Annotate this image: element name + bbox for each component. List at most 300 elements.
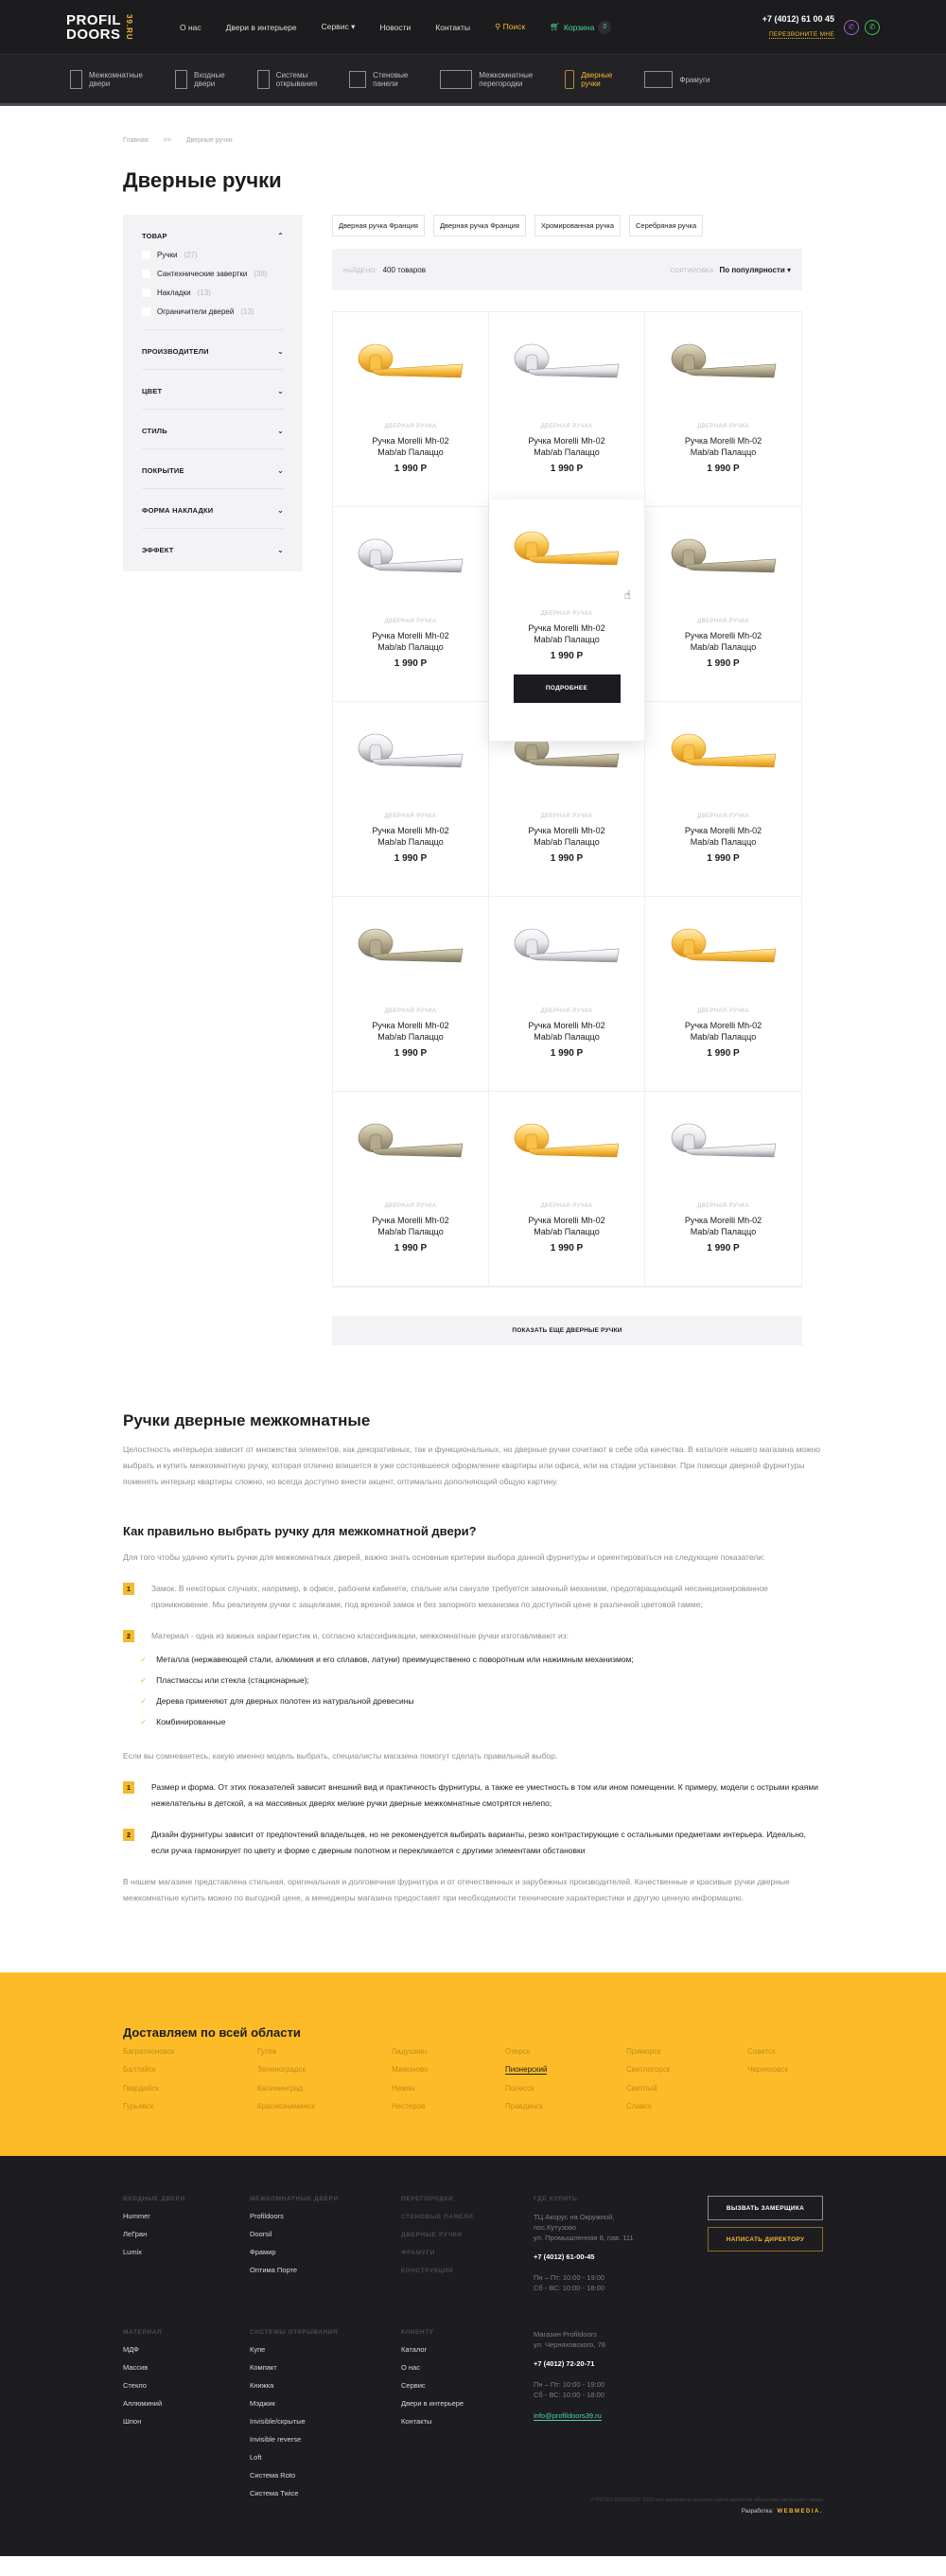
numbered-item bbox=[123, 1581, 823, 1613]
store1-hours bbox=[534, 2272, 685, 2293]
footer-link[interactable]: Оптима Порте bbox=[250, 2266, 298, 2274]
handle-icon bbox=[565, 70, 574, 89]
product-category: ДВЕРНАЯ РУЧКА bbox=[384, 1203, 437, 1209]
top-header bbox=[0, 0, 946, 54]
product-image[interactable] bbox=[645, 897, 801, 1001]
footer-heading: КЛИЕНТУ bbox=[401, 2329, 434, 2336]
logo-line2: DOORS bbox=[66, 26, 121, 43]
footer-heading: МЕЖКОМНАТНЫЕ ДВЕРИ bbox=[250, 2196, 339, 2202]
footer-link[interactable]: Двери в интерьере bbox=[401, 2399, 464, 2408]
sort-label: СОРТИРОВКА bbox=[670, 267, 714, 274]
city-link[interactable]: Балтийск bbox=[123, 2065, 156, 2074]
product-category: ДВЕРНАЯ РУЧКА bbox=[697, 424, 749, 429]
product-price: 1 990 Р bbox=[394, 1243, 428, 1253]
category-label: Межкомнатные bbox=[89, 71, 143, 79]
filter-toggle[interactable] bbox=[142, 466, 284, 475]
call-measurer-button[interactable]: ВЫЗВАТЬ ЗАМЕРЩИКА bbox=[708, 2196, 823, 2220]
article-intro: Целостность интерьера зависит от множества элементов, как декоративных, так и функциональных, но дверные ручки сочетают в себе оба качества. В каталоге нашего магазина можно выбрать и купить межкомнатную ручку, которая отлично впишется в уже состоявшееся оформление квартиры или офиса, или на стадии установки. При помощи дверной фурнитуры поменять интерьер квартиры сложно, но всегда доступно внести акцент, оптимально дополняющий общую картину. bbox=[123, 1445, 821, 1486]
address-line: пос.Кутузово bbox=[534, 2223, 577, 2232]
filter-option[interactable] bbox=[142, 270, 284, 278]
check-text: Комбинированные bbox=[156, 1717, 226, 1726]
category-label: двери bbox=[193, 79, 216, 88]
developer-logo[interactable]: WEBMEDIA. bbox=[777, 2509, 823, 2515]
city-link[interactable]: Мамоново bbox=[392, 2065, 429, 2074]
filter-toggle[interactable] bbox=[142, 387, 284, 395]
category-bar bbox=[0, 54, 946, 106]
product-image[interactable] bbox=[489, 499, 644, 604]
number-badge: 2 bbox=[123, 1829, 134, 1841]
product-category: ДВЕРНАЯ РУЧКА bbox=[384, 1008, 437, 1014]
city-link[interactable]: Пионерский bbox=[505, 2065, 548, 2074]
footer-link[interactable]: Lumix bbox=[123, 2248, 143, 2256]
address-line: Магазин Profildoors bbox=[534, 2330, 597, 2339]
product-image[interactable] bbox=[489, 312, 644, 416]
store2-address bbox=[534, 2329, 685, 2350]
cart-icon: 🛒︎ bbox=[550, 22, 560, 31]
city-link[interactable]: Полесск bbox=[505, 2084, 534, 2093]
filter-product bbox=[142, 232, 284, 330]
nav-service[interactable] bbox=[322, 22, 356, 32]
transom-icon bbox=[644, 71, 673, 88]
product-image[interactable] bbox=[333, 1092, 488, 1196]
product-name[interactable]: Ручка Morelli Mh-02 Mab/ab Палаццо bbox=[528, 826, 605, 847]
filter-title: ПРОИЗВОДИТЕЛИ bbox=[142, 347, 209, 356]
filter-option[interactable] bbox=[142, 289, 284, 297]
checkbox[interactable] bbox=[142, 251, 150, 259]
caret-down-icon: ▾ bbox=[786, 265, 791, 274]
option-label: Ручки bbox=[157, 251, 178, 259]
filter-toggle[interactable] bbox=[142, 347, 284, 356]
filter-group bbox=[142, 427, 284, 449]
tag-chip[interactable]: Дверная ручка Франция bbox=[433, 215, 526, 237]
category-entrance-doors[interactable] bbox=[175, 70, 225, 89]
item-text: Материал - одна из важных характеристик и, согласно классификации, межкомнатные ручки изготавливают из: bbox=[151, 1631, 569, 1640]
nav-service-label: Сервис bbox=[321, 22, 349, 31]
category-label: Фрамуги bbox=[679, 75, 710, 84]
product-card[interactable] bbox=[645, 507, 801, 702]
checkbox[interactable] bbox=[142, 307, 150, 316]
product-name[interactable]: Ручка Morelli Mh-02 Mab/ab Палаццо bbox=[528, 1216, 605, 1236]
product-price: 1 990 Р bbox=[394, 853, 428, 864]
product-category: ДВЕРНАЯ РУЧКА bbox=[384, 619, 437, 624]
copyright: ©"PROFILDOORS39" 2020 все материалы данного сайта являются объектами авторского права bbox=[589, 2497, 823, 2503]
product-card[interactable] bbox=[645, 1092, 801, 1287]
option-count: (13) bbox=[240, 307, 254, 316]
filter-toggle[interactable] bbox=[142, 506, 284, 515]
option-count: (13) bbox=[197, 289, 211, 297]
category-label: Стеновые bbox=[373, 71, 409, 79]
category-label: перегородки bbox=[479, 79, 523, 88]
city-link[interactable]: Неман bbox=[392, 2084, 415, 2093]
cart-label: Корзина bbox=[563, 22, 595, 32]
filter-title: ЭФФЕКТ bbox=[142, 546, 174, 554]
filter-option[interactable] bbox=[142, 307, 284, 316]
footer-section-link[interactable]: ФРАМУГИ bbox=[401, 2250, 436, 2256]
category-wall-panels[interactable] bbox=[349, 71, 408, 88]
chevron-down-icon: ⌄ bbox=[277, 466, 284, 475]
filter-group bbox=[142, 506, 284, 529]
address-line: ул. Черняховского, 78 bbox=[534, 2340, 605, 2349]
hours-line: Сб - ВС: 10:00 - 18:00 bbox=[534, 2391, 604, 2399]
footer-link[interactable]: МДФ bbox=[123, 2345, 139, 2354]
product-name[interactable]: Ручка Morelli Mh-02 Mab/ab Палаццо bbox=[528, 436, 605, 457]
product-name[interactable]: Ручка Morelli Mh-02 Mab/ab Палаццо bbox=[684, 1021, 762, 1042]
number-badge: 2 bbox=[123, 1630, 134, 1642]
cart-button[interactable] bbox=[550, 21, 611, 34]
footer-link[interactable]: Массив bbox=[123, 2363, 149, 2372]
city-link[interactable]: Нестеров bbox=[392, 2102, 426, 2111]
footer-link[interactable]: Invisible reverse bbox=[250, 2435, 302, 2444]
header-contact bbox=[762, 14, 834, 41]
footer-link[interactable]: Система Roto bbox=[250, 2471, 296, 2480]
category-label: Межкомнатные bbox=[479, 71, 534, 79]
viber-icon[interactable]: ✆ bbox=[844, 20, 859, 35]
product-category: ДВЕРНАЯ РУЧКА bbox=[384, 424, 437, 429]
header-phone[interactable]: +7 (4012) 61 00 45 bbox=[762, 13, 834, 24]
product-card[interactable] bbox=[489, 1092, 645, 1287]
check-item bbox=[140, 1675, 823, 1686]
checkbox[interactable] bbox=[142, 289, 150, 297]
chevron-down-icon: ⌄ bbox=[277, 427, 284, 435]
found-count: 400 товаров bbox=[382, 265, 426, 274]
city-link[interactable]: Калининград bbox=[257, 2084, 304, 2093]
filter-title: ЦВЕТ bbox=[142, 387, 163, 395]
check-item bbox=[140, 1655, 823, 1665]
city-link[interactable]: Правдинск bbox=[505, 2102, 543, 2111]
product-card[interactable] bbox=[489, 312, 645, 507]
check-icon: ✓ bbox=[140, 1696, 148, 1706]
footer-link[interactable]: Контакты bbox=[401, 2417, 432, 2426]
numbered-item bbox=[123, 1628, 823, 1644]
store1-phone[interactable]: +7 (4012) 61-00-45 bbox=[534, 2252, 595, 2261]
filter-product-toggle[interactable] bbox=[142, 232, 284, 240]
store1-address bbox=[534, 2212, 685, 2243]
product-card[interactable] bbox=[645, 702, 801, 897]
product-category: ДВЕРНАЯ РУЧКА bbox=[540, 1008, 593, 1014]
product-category: ДВЕРНАЯ РУЧКА bbox=[540, 424, 593, 429]
category-label: Дверные bbox=[581, 71, 613, 79]
category-label: открывания bbox=[275, 79, 318, 88]
product-card[interactable] bbox=[489, 897, 645, 1092]
product-price: 1 990 Р bbox=[550, 1243, 584, 1253]
city-link[interactable]: Приморск bbox=[626, 2047, 661, 2056]
product-category: ДВЕРНАЯ РУЧКА bbox=[697, 814, 749, 819]
product-price: 1 990 Р bbox=[550, 853, 584, 864]
hand-cursor-icon: ☝ bbox=[623, 588, 631, 602]
email-link[interactable]: info@profildoors39.ru bbox=[534, 2411, 602, 2420]
filter-title: СТИЛЬ bbox=[142, 427, 167, 435]
product-category: ДВЕРНАЯ РУЧКА bbox=[697, 1203, 749, 1209]
filter-title: ФОРМА НАКЛАДКИ bbox=[142, 506, 214, 515]
city-link[interactable]: Зеленоградск bbox=[257, 2065, 306, 2074]
footer bbox=[0, 2156, 946, 2556]
product-price: 1 990 Р bbox=[550, 651, 584, 661]
footer-link[interactable]: Шпон bbox=[123, 2417, 142, 2426]
hours-line: Пн – Пт: 10:00 - 19:00 bbox=[534, 2380, 605, 2389]
nav-about[interactable]: О нас bbox=[180, 22, 201, 32]
footer-col-client bbox=[401, 2329, 534, 2507]
city-link[interactable]: Багратионовск bbox=[123, 2047, 175, 2056]
footer-link[interactable]: Мэджик bbox=[250, 2399, 275, 2408]
check-item bbox=[140, 1717, 823, 1727]
footer-section-link[interactable]: СТЕНОВЫЕ ПАНЕЛИ bbox=[401, 2214, 474, 2220]
address-line: ул. Промышленная 8, пав. 111 bbox=[534, 2234, 634, 2242]
article-subtitle: Как правильно выбрать ручку для межкомнатной двери? bbox=[123, 1524, 477, 1538]
product-grid bbox=[332, 311, 802, 1288]
city-link[interactable]: Гвардейск bbox=[123, 2084, 159, 2093]
footer-link[interactable]: Система Twice bbox=[250, 2489, 299, 2497]
category-label: панели bbox=[373, 79, 398, 88]
product-price: 1 990 Р bbox=[707, 464, 740, 474]
product-name[interactable]: Ручка Morelli Mh-02 Mab/ab Палаццо bbox=[684, 826, 762, 847]
tag-chip[interactable]: Серебряная ручка bbox=[629, 215, 703, 237]
city-link[interactable]: Светлый bbox=[626, 2084, 657, 2093]
door-icon bbox=[70, 70, 82, 89]
tag-list bbox=[332, 215, 802, 237]
product-card[interactable] bbox=[333, 312, 489, 507]
write-director-button[interactable]: НАПИСАТЬ ДИРЕКТОРУ bbox=[708, 2227, 823, 2252]
sort-bar bbox=[332, 249, 802, 290]
category-label: Системы bbox=[275, 71, 308, 79]
option-label: Накладки bbox=[157, 289, 191, 297]
logo[interactable] bbox=[66, 13, 180, 42]
product-image[interactable] bbox=[333, 507, 488, 611]
product-card[interactable] bbox=[333, 1092, 489, 1287]
sort-value: По популярности bbox=[719, 265, 785, 274]
product-name[interactable]: Ручка Morelli Mh-02 Mab/ab Палаццо bbox=[528, 1021, 605, 1042]
product-image[interactable] bbox=[489, 897, 644, 1001]
footer-link[interactable]: Стекло bbox=[123, 2381, 147, 2390]
city-link[interactable]: Черняховск bbox=[747, 2065, 788, 2074]
footer-link[interactable]: Invisible/скрытые bbox=[250, 2417, 306, 2426]
store2-hours bbox=[534, 2379, 685, 2400]
product-price: 1 990 Р bbox=[707, 1048, 740, 1059]
product-price: 1 990 Р bbox=[707, 658, 740, 669]
filter-option[interactable] bbox=[142, 251, 284, 259]
nav-contacts[interactable]: Контакты bbox=[435, 22, 470, 32]
footer-col-systems bbox=[250, 2329, 401, 2507]
product-price: 1 990 Р bbox=[707, 1243, 740, 1253]
callback-link[interactable]: ПЕРЕЗВОНИТЕ МНЕ bbox=[768, 30, 834, 38]
check-item bbox=[140, 1696, 823, 1707]
tag-chip[interactable]: Хромированная ручка bbox=[534, 215, 621, 237]
sort-dropdown[interactable] bbox=[719, 266, 791, 274]
product-name[interactable]: Ручка Morelli Mh-02 Mab/ab Палаццо bbox=[684, 436, 762, 457]
product-card[interactable] bbox=[645, 897, 801, 1092]
category-label: ручки bbox=[581, 79, 601, 88]
store2-phone[interactable]: +7 (4012) 72-20-71 bbox=[534, 2359, 595, 2368]
product-image[interactable] bbox=[645, 507, 801, 611]
hours-line: Сб - ВС: 10:00 - 18:00 bbox=[534, 2284, 604, 2292]
footer-link[interactable]: О нас bbox=[401, 2363, 420, 2372]
check-icon: ✓ bbox=[140, 1655, 148, 1664]
number-badge: 1 bbox=[123, 1781, 134, 1794]
product-name[interactable]: Ручка Morelli Mh-02 Mab/ab Палаццо bbox=[372, 826, 449, 847]
filter-toggle[interactable] bbox=[142, 427, 284, 435]
footer-store2 bbox=[534, 2329, 685, 2507]
product-price: 1 990 Р bbox=[394, 1048, 428, 1059]
footer-heading: МАТЕРИАЛ bbox=[123, 2329, 163, 2336]
number-badge: 1 bbox=[123, 1583, 134, 1595]
product-name[interactable]: Ручка Morelli Mh-02 Mab/ab Палаццо bbox=[372, 631, 449, 652]
footer-col-material bbox=[123, 2329, 250, 2507]
product-card[interactable] bbox=[333, 897, 489, 1092]
filter-title: ПОКРЫТИЕ bbox=[142, 466, 184, 475]
search-label: Поиск bbox=[502, 22, 526, 31]
product-image[interactable] bbox=[333, 897, 488, 1001]
product-category: ДВЕРНАЯ РУЧКА bbox=[540, 1203, 593, 1209]
product-price: 1 990 Р bbox=[550, 1048, 584, 1059]
nav-news[interactable]: Новости bbox=[379, 22, 412, 32]
filter-toggle[interactable] bbox=[142, 546, 284, 554]
footer-link[interactable]: Hummer bbox=[123, 2212, 150, 2220]
product-card[interactable] bbox=[333, 702, 489, 897]
product-image[interactable] bbox=[489, 1092, 644, 1196]
option-count: (38) bbox=[254, 270, 268, 278]
footer-link[interactable]: Книжка bbox=[250, 2381, 274, 2390]
footer-link[interactable]: Компакт bbox=[250, 2363, 277, 2372]
product-name[interactable]: Ручка Morelli Mh-02 Mab/ab Палаццо bbox=[372, 436, 449, 457]
product-image[interactable] bbox=[645, 1092, 801, 1196]
footer-col-interior bbox=[250, 2196, 401, 2293]
breadcrumb bbox=[123, 137, 823, 144]
footer-link[interactable]: Profildoors bbox=[250, 2212, 284, 2220]
whatsapp-icon[interactable]: ✆ bbox=[865, 20, 880, 35]
product-name[interactable]: Ручка Morelli Mh-02 Mab/ab Палаццо bbox=[684, 631, 762, 652]
option-label: Ограничители дверей bbox=[157, 307, 235, 316]
address-line: ТЦ Акорус на Окружной, bbox=[534, 2213, 615, 2221]
check-icon: ✓ bbox=[140, 1675, 148, 1685]
category-partitions[interactable] bbox=[440, 70, 533, 89]
product-card[interactable] bbox=[489, 499, 645, 742]
item-text: Размер и форма. От этих показателей зависит внешний вид и практичность фурнитуры, а также ее уместность в том или ином помещении. К примеру, модели с острыми краями нежелательны в детской, а на массивных дверях мелкие ручки дверные межкомнатные смотрятся нелепо; bbox=[151, 1782, 819, 1808]
city-link[interactable]: Советск bbox=[747, 2047, 776, 2056]
product-image[interactable] bbox=[333, 702, 488, 806]
product-category: ДВЕРНАЯ РУЧКА bbox=[384, 814, 437, 819]
logo-line1: PROFIL bbox=[66, 11, 121, 28]
footer-col-where bbox=[534, 2196, 685, 2293]
check-text: Металла (нержавеющей стали, алюминия и его сплавов, латуни) преимущественно с поворотным или нажимным механизмом; bbox=[156, 1655, 634, 1664]
seo-article bbox=[123, 1411, 823, 1906]
city-link[interactable]: Озерск bbox=[505, 2047, 531, 2056]
footer-section-link[interactable]: ПЕРЕГОРОДКИ bbox=[401, 2196, 454, 2202]
product-image[interactable] bbox=[645, 702, 801, 806]
footer-col-sections bbox=[401, 2196, 534, 2293]
city-link[interactable]: Краснознаменск bbox=[257, 2102, 315, 2111]
footer-link[interactable]: Аллюминий bbox=[123, 2399, 163, 2408]
product-name[interactable]: Ручка Morelli Mh-02 Mab/ab Палаццо bbox=[372, 1021, 449, 1042]
delivery-title: Доставляем по всей области bbox=[123, 2025, 301, 2040]
logo-suffix: 39.RU bbox=[125, 13, 133, 41]
product-name[interactable]: Ручка Morelli Mh-02 Mab/ab Палаццо bbox=[528, 623, 605, 644]
category-opening-systems[interactable] bbox=[257, 70, 317, 89]
page-title: Дверные ручки bbox=[123, 168, 282, 192]
article-title: Ручки дверные межкомнатные bbox=[123, 1411, 371, 1429]
developer-label: Разработка: bbox=[741, 2509, 774, 2515]
footer-link[interactable]: ЛеГран bbox=[123, 2230, 148, 2238]
footer-link[interactable]: Loft bbox=[250, 2453, 262, 2462]
footer-link[interactable]: Фрамир bbox=[250, 2248, 276, 2256]
product-image[interactable] bbox=[645, 312, 801, 416]
product-category: ДВЕРНАЯ РУЧКА bbox=[540, 611, 593, 617]
option-label: Сантехнические завертки bbox=[157, 270, 248, 278]
chevron-up-icon: ⌃ bbox=[277, 232, 284, 240]
breadcrumb-current: Дверные ручки bbox=[185, 137, 233, 144]
product-price: 1 990 Р bbox=[707, 853, 740, 864]
product-image[interactable] bbox=[333, 312, 488, 416]
city-list bbox=[123, 2047, 823, 2111]
category-label: двери bbox=[89, 79, 111, 88]
filter-sidebar bbox=[123, 215, 303, 571]
nav-interior[interactable]: Двери в интерьере bbox=[225, 22, 297, 32]
city-link[interactable]: Гусев bbox=[257, 2047, 277, 2056]
article-outro: В нашем магазине представлена стильная, оригинальная и долговечная фурнитура и от отечественных и зарубежных производителей. Качественные и красивые ручки дверные межкомнатные купить можно по выгодной цене, а менеджеры магазина предоставят при необходимости технические характеристики и другую ценную информацию. bbox=[123, 1877, 790, 1902]
category-interior-doors[interactable] bbox=[70, 70, 143, 89]
city-link[interactable]: Ладушкин bbox=[392, 2047, 428, 2056]
found-label: НАЙДЕНО: bbox=[343, 267, 377, 274]
show-more-button[interactable]: ПОКАЗАТЬ ЕЩЕ ДВЕРНЫЕ РУЧКИ bbox=[332, 1316, 802, 1345]
city-link[interactable]: Славск bbox=[626, 2102, 652, 2111]
check-text: Дерева применяют для дверных полотен из натуральной древесины bbox=[156, 1696, 414, 1706]
product-card[interactable] bbox=[645, 312, 801, 507]
details-button[interactable]: ПОДРОБНЕЕ bbox=[514, 675, 621, 703]
sliding-door-icon bbox=[257, 70, 270, 89]
product-category: ДВЕРНАЯ РУЧКА bbox=[697, 619, 749, 624]
tag-chip[interactable]: Дверная ручка Франция bbox=[332, 215, 425, 237]
search-button[interactable] bbox=[495, 22, 525, 32]
footer-link[interactable]: Купе bbox=[250, 2345, 266, 2354]
product-category: ДВЕРНАЯ РУЧКА bbox=[540, 814, 593, 819]
city-link[interactable]: Гурьевск bbox=[123, 2102, 154, 2111]
filter-group bbox=[142, 546, 284, 554]
city-link[interactable]: Светлогорск bbox=[626, 2065, 670, 2074]
category-door-handles[interactable] bbox=[565, 70, 612, 89]
product-category: ДВЕРНАЯ РУЧКА bbox=[697, 1008, 749, 1014]
product-card[interactable] bbox=[333, 507, 489, 702]
item-text: Замок. В некоторых случаях, например, в офисе, рабочем кабинете, спальне или санузле требуется замочный механизм, предотвращающий несанкционированное проникновение. Мы реализуем ручки с защелками, под врезной замок и без запорного механизма по доступной цене в различной цветовой гамме; bbox=[151, 1584, 768, 1609]
chevron-down-icon: ⌄ bbox=[277, 387, 284, 395]
item-text: Дизайн фурнитуры зависит от предпочтений владельцев, но не рекомендуется выбирать варианты, резко контрастирующие с остальными предметами интерьера. Идеально, если ручка гармонирует по цвету и форме с дверным полотном и перекликается с другими элементами обстановки bbox=[151, 1830, 807, 1855]
panel-icon bbox=[349, 71, 366, 88]
footer-heading: ВХОДНЫЕ ДВЕРИ bbox=[123, 2196, 185, 2202]
filter-group bbox=[142, 466, 284, 489]
breadcrumb-home[interactable]: Главная bbox=[123, 137, 149, 144]
product-name[interactable]: Ручка Morelli Mh-02 Mab/ab Палаццо bbox=[372, 1216, 449, 1236]
footer-link[interactable]: Doorsil bbox=[250, 2230, 272, 2238]
product-price: 1 990 Р bbox=[394, 658, 428, 669]
numbered-item bbox=[123, 1779, 823, 1812]
footer-section-link[interactable]: КОНСТРУКЦИИ bbox=[401, 2268, 454, 2274]
option-count: (27) bbox=[184, 251, 198, 259]
filter-group bbox=[142, 387, 284, 410]
category-label: Входные bbox=[193, 71, 225, 79]
chevron-down-icon: ⌄ bbox=[277, 347, 284, 356]
entrance-door-icon bbox=[175, 70, 187, 89]
checkbox[interactable] bbox=[142, 270, 150, 278]
article-middle: Если вы сомневаетесь, какую именно модель выбрать, специалисты магазина помогут сделать правильный выбор. bbox=[123, 1751, 558, 1761]
footer-link[interactable]: Каталог bbox=[401, 2345, 428, 2354]
article-lead: Для того чтобы удачно купить ручки для межкомнатных дверей, важно знать основные критерии выбора данной фурнитуры и ориентироваться на следующие показатели: bbox=[123, 1552, 765, 1562]
delivery-section bbox=[0, 1972, 946, 2156]
footer-section-link[interactable]: ДВЕРНЫЕ РУЧКИ bbox=[401, 2232, 463, 2238]
product-name[interactable]: Ручка Morelli Mh-02 Mab/ab Палаццо bbox=[684, 1216, 762, 1236]
hours-line: Пн – Пт: 10:00 - 19:00 bbox=[534, 2273, 605, 2282]
category-transoms[interactable] bbox=[644, 71, 710, 88]
chevron-down-icon: ⌄ bbox=[277, 546, 284, 554]
footer-link[interactable]: Сервис bbox=[401, 2381, 426, 2390]
breadcrumb-separator: >> bbox=[163, 137, 171, 144]
filter-group bbox=[142, 347, 284, 370]
